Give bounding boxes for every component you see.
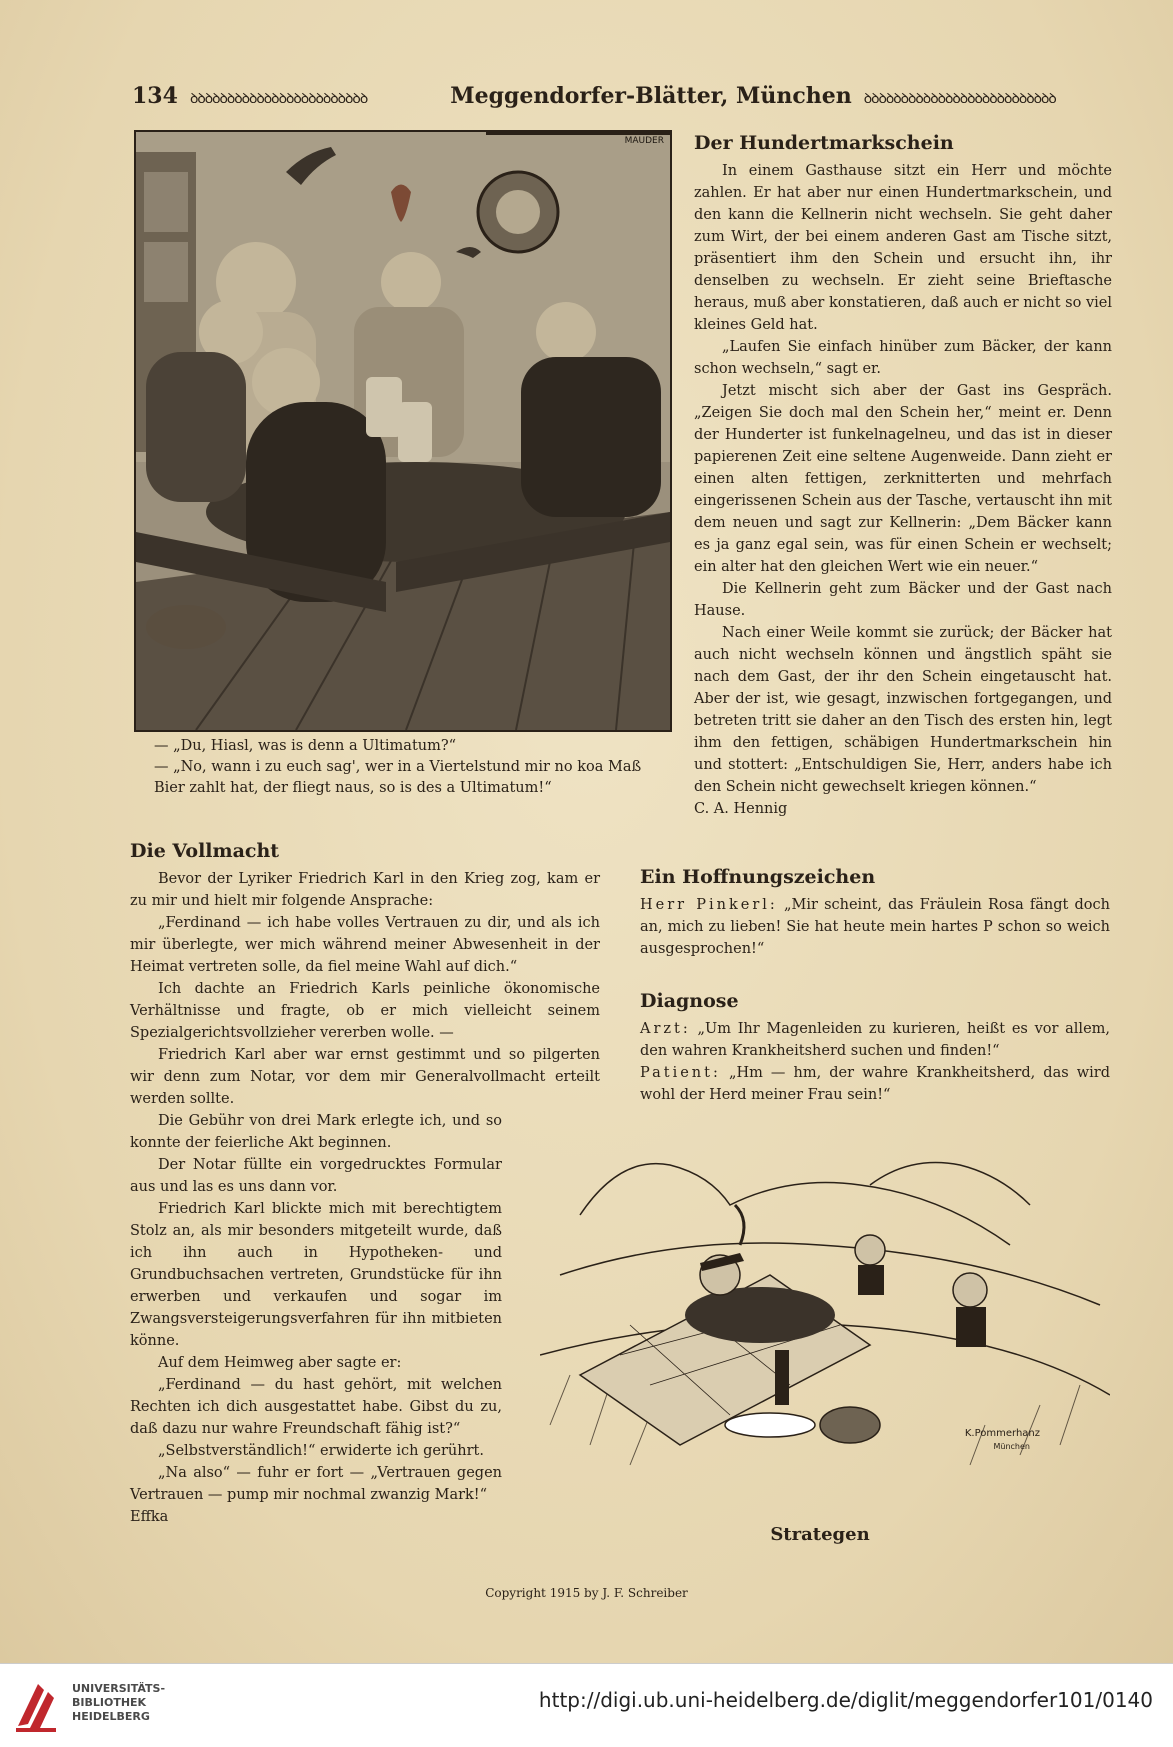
author-credit: C. A. Hennig [694, 801, 788, 817]
dialogue-line [640, 894, 1110, 960]
header-ornament-left: ꝺꝺꝺꝺꝺꝺꝺꝺꝺꝺꝺꝺꝺꝺꝺꝺꝺꝺꝺꝺꝺꝺꝺꝺ [189, 91, 368, 103]
story-hoffnungszeichen [640, 866, 1110, 960]
dialogue-text: „Mir scheint, das Fräulein Rosa fängt doch an, mich zu lieben! Sie hat heute mein hartes P schon so weich ausgesprochen!“ [640, 897, 1110, 957]
paragraph: Ich dachte an Friedrich Karls peinliche ökonomische Verhältnisse und fragte, ob er mich vielleicht seinem Spezialgerichtsvollzieher vererben wolle. — [130, 981, 600, 1041]
story-title: Die Vollmacht [130, 840, 280, 862]
story-title: Diagnose [640, 990, 739, 1012]
page-number: 134 [132, 83, 178, 109]
paragraph: Auf dem Heimweg aber sagte er: [158, 1355, 402, 1371]
caption-line: — „No, wann i zu euch sag', wer in a Viertelstund mir no koa Maß Bier zahlt hat, der fliegt naus, so is des a Ultimatum!“ [154, 759, 642, 796]
picnic-illustration [540, 1125, 1110, 1485]
running-header [132, 78, 1112, 114]
narrow-column [130, 1110, 600, 1528]
tavern-drawing [136, 132, 670, 730]
strategen-caption: Strategen [770, 1524, 870, 1545]
paragraph: Friedrich Karl blickte mich mit berechtigtem Stolz an, als mir besonders mitgeteilt wurde, daß ich ihn auch in Hypotheken- und Grundbuchsachen vertreten, Grundstücke für ihn erwerben und verkaufen und sogar im Zwangsversteigerungsverfahren für ihn mitbieten könne. [130, 1201, 502, 1349]
speaker-name: Arzt: [640, 1021, 691, 1037]
paragraph: „Ferdinand — du hast gehört, mit welchen Rechten ich dich ausgestattet habe. Gibst du zu, daß dazu nur wahre Freundschaft fähig ist?“ [130, 1377, 502, 1437]
library-name-line: BIBLIOTHEK [72, 1696, 147, 1709]
speaker-name: Patient: [640, 1065, 721, 1081]
dialogue-line [640, 1062, 1110, 1106]
header-ornament-right: ꝺꝺꝺꝺꝺꝺꝺꝺꝺꝺꝺꝺꝺꝺꝺꝺꝺꝺꝺꝺꝺꝺꝺꝺꝺꝺ [863, 91, 1056, 103]
paragraph: Nach einer Weile kommt sie zurück; der Bäcker hat auch nicht wechseln können und ängstlich späht sie nach dem Gast, der ihr den Schein eingetauscht hat. Aber der ist, wie gesagt, inzwischen fortgegangen, und betreten tritt sie daher an den Tisch des ersten hin, legt ihm den fettigen, schäbigen Hundertmarkschein hin und stottert: „Entschuldigen Sie, Herr, anders habe ich den Schein nicht gewechselt kriegen können.“ [694, 625, 1112, 795]
artist-signature: K.Pommerhanz [964, 1428, 1040, 1439]
library-name-line: HEIDELBERG [72, 1710, 150, 1723]
paragraph: Friedrich Karl aber war ernst gestimmt und so pilgerten wir denn zum Notar, vor dem mir Generalvollmacht erteilt werden sollte. [130, 1047, 600, 1107]
library-logo-icon [12, 1676, 62, 1736]
speaker-name: Herr Pinkerl: [640, 897, 778, 913]
artist-signature-city: München [993, 1442, 1030, 1451]
library-name-line: UNIVERSITÄTS- [72, 1682, 166, 1695]
dialogue-line [640, 1018, 1110, 1062]
viewer-footer [0, 1663, 1173, 1747]
paragraph: In einem Gasthause sitzt ein Herr und möchte zahlen. Er hat aber nur einen Hundertmarkschein, und den kann die Kellnerin nicht wechseln. Sie geht daher zum Wirt, der bei einem anderen Gast am Tische sitzt, präsentiert ihm den Schein und ersucht ihn, ihr denselben zu wechseln. Er zieht seine Brieftasche heraus, muß aber konstatieren, daß auch er nicht so viel kleines Geld hat. [694, 163, 1112, 333]
story-hundertmarkschein [694, 132, 1112, 820]
copyright-line: Copyright 1915 by J. F. Schreiber [485, 1586, 688, 1600]
paragraph: „Selbstverständlich!“ erwiderte ich gerührt. [158, 1443, 484, 1459]
tavern-illustration [134, 130, 672, 732]
paragraph: „Ferdinand — ich habe volles Vertrauen zu dir, und als ich mir überlegte, wer mich während meiner Abwesenheit in der Heimat vertreten solle, da fiel meine Wahl auf dich.“ [130, 915, 600, 975]
paragraph: Bevor der Lyriker Friedrich Karl in den Krieg zog, kam er zu mir und hielt mir folgende Ansprache: [130, 871, 600, 909]
source-url[interactable]: http://digi.ub.uni-heidelberg.de/diglit/meggendorfer101/0140 [538, 1688, 1153, 1712]
story-diagnose [640, 990, 1110, 1106]
paragraph: Die Gebühr von drei Mark erlegte ich, und so konnte der feierliche Akt beginnen. [130, 1113, 502, 1151]
paragraph: „Laufen Sie einfach hinüber zum Bäcker, der kann schon wechseln,“ sagt er. [694, 339, 1112, 377]
paragraph: Die Kellnerin geht zum Bäcker und der Gast nach Hause. [694, 581, 1112, 619]
paragraph: „Na also“ — fuhr er fort — „Vertrauen gegen Vertrauen — pump mir nochmal zwanzig Mark!“ [130, 1465, 502, 1503]
paragraph: Jetzt mischt sich aber der Gast ins Gespräch. „Zeigen Sie doch mal den Schein her,“ meint er. Denn der Hunderter ist funkelnagelneu, und das ist in dieser papierenen Zeit eine seltene Augenweide. Dann zieht er einen alten fettigen, zerknitterten und mehrfach eingerissenen Schein aus der Tasche, vertauscht ihn mit dem neuen und sagt zur Kellnerin: „Dem Bäcker kann es ja ganz egal sein, was für einen Schein er wechselt; ein alter hat den gleichen Wert wie ein neuer.“ [694, 383, 1112, 575]
author-credit: Effka [130, 1509, 169, 1525]
caption-line: — „Du, Hiasl, was is denn a Ultimatum?“ [154, 738, 457, 754]
story-vollmacht [130, 840, 600, 1528]
tavern-caption [134, 736, 668, 799]
magazine-title: Meggendorfer-Blätter, München [450, 83, 852, 109]
story-title: Ein Hoffnungszeichen [640, 866, 876, 888]
dialogue-text: „Um Ihr Magenleiden zu kurieren, heißt es vor allem, den wahren Krankheitsherd suchen und finden!“ [640, 1021, 1111, 1059]
dialogue-text: „Hm — hm, der wahre Krankheitsherd, das wird wohl der Herd meiner Frau sein!“ [640, 1065, 1110, 1103]
paragraph: Der Notar füllte ein vorgedrucktes Formular aus und las es uns dann vor. [130, 1157, 502, 1195]
story-title: Der Hundertmarkschein [694, 132, 954, 154]
artist-signature: MAUDER [624, 136, 664, 146]
library-name [72, 1682, 165, 1724]
